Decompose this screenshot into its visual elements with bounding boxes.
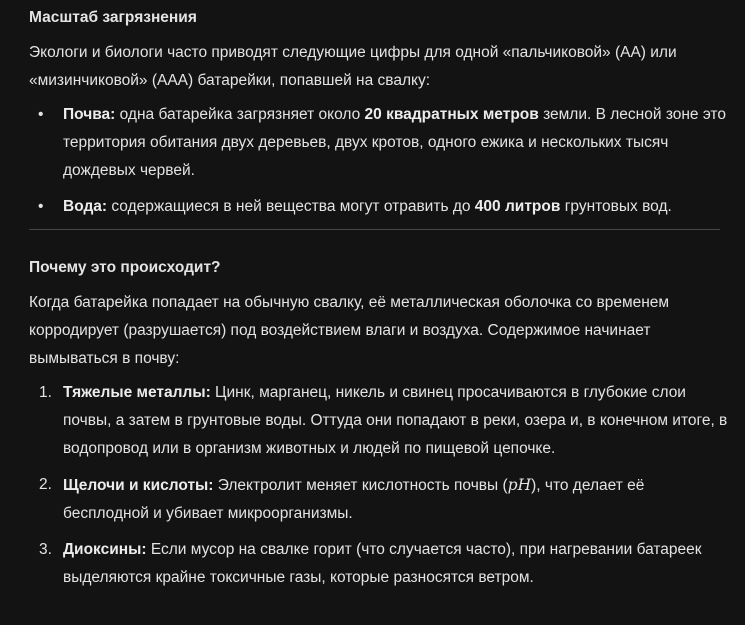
list-number: 1. <box>39 384 52 401</box>
section-intro-paragraph: Когда батарейка попадает на обычную свалку, её металлическая оболочка со временем корродирует (разрушается) под воздействием влаги и воздуха. Содержимое начинает вымываться в почву: <box>29 294 670 367</box>
bullet-icon: • <box>38 106 44 123</box>
section-heading-pollution-scale: Масштаб загрязнения <box>29 9 197 26</box>
list-item-water <box>29 193 729 221</box>
list-item-soil <box>29 101 729 185</box>
list-item-dioxins <box>29 536 729 592</box>
item-label: Тяжелые металлы: <box>63 384 211 401</box>
item-text: содержащиеся в ней вещества могут отравить до <box>107 198 475 215</box>
item-bold-value: 400 литров <box>474 198 561 215</box>
list-item-heavy-metals <box>29 379 729 463</box>
bullet-icon: • <box>38 198 44 215</box>
section-divider <box>29 229 720 230</box>
item-bold-value: 20 квадратных метров <box>364 106 539 123</box>
item-text: одна батарейка загрязняет около <box>115 106 365 123</box>
item-label: Вода: <box>63 198 108 215</box>
math-ph: pH <box>507 476 532 494</box>
section-heading-why: Почему это происходит? <box>29 259 221 276</box>
item-text: грунтовых вод. <box>560 198 672 215</box>
item-label: Диоксины: <box>63 541 147 558</box>
bullet-list <box>29 101 729 221</box>
section-intro-paragraph: Экологи и биологи часто приводят следующие цифры для одной «пальчиковой» (АА) или «мизинчиковой» (ААА) батарейки, попавшей на свалку: <box>29 44 677 89</box>
list-number: 3. <box>39 541 52 558</box>
item-text: Цинк, марганец, никель и свинец просачиваются в глубокие слои почвы, а затем в грунтовые воды. Оттуда они попадают в реки, озера и, в конечном итоге, в водопровод или в организм животных и людей по пищевой цепочке. <box>63 384 728 457</box>
item-label: Щелочи и кислоты: <box>63 477 214 494</box>
item-text: земли. В лесной зоне это территория обитания двух деревьев, двух кротов, одного ежика и нескольких тысяч дождевых червей. <box>63 106 726 179</box>
list-number: 2. <box>39 476 52 493</box>
item-text: Если мусор на свалке горит (что случается часто), при нагревании батареек выделяются крайне токсичные газы, которые разносятся ветром. <box>63 541 702 586</box>
item-text: Электролит меняет кислотность почвы ( <box>213 477 508 494</box>
numbered-list <box>29 379 729 592</box>
list-item-alkalis-acids <box>29 471 729 528</box>
item-label: Почва: <box>63 106 116 123</box>
item-text: ), что делает её бесплодной и убивает микроорганизмы. <box>63 477 645 522</box>
